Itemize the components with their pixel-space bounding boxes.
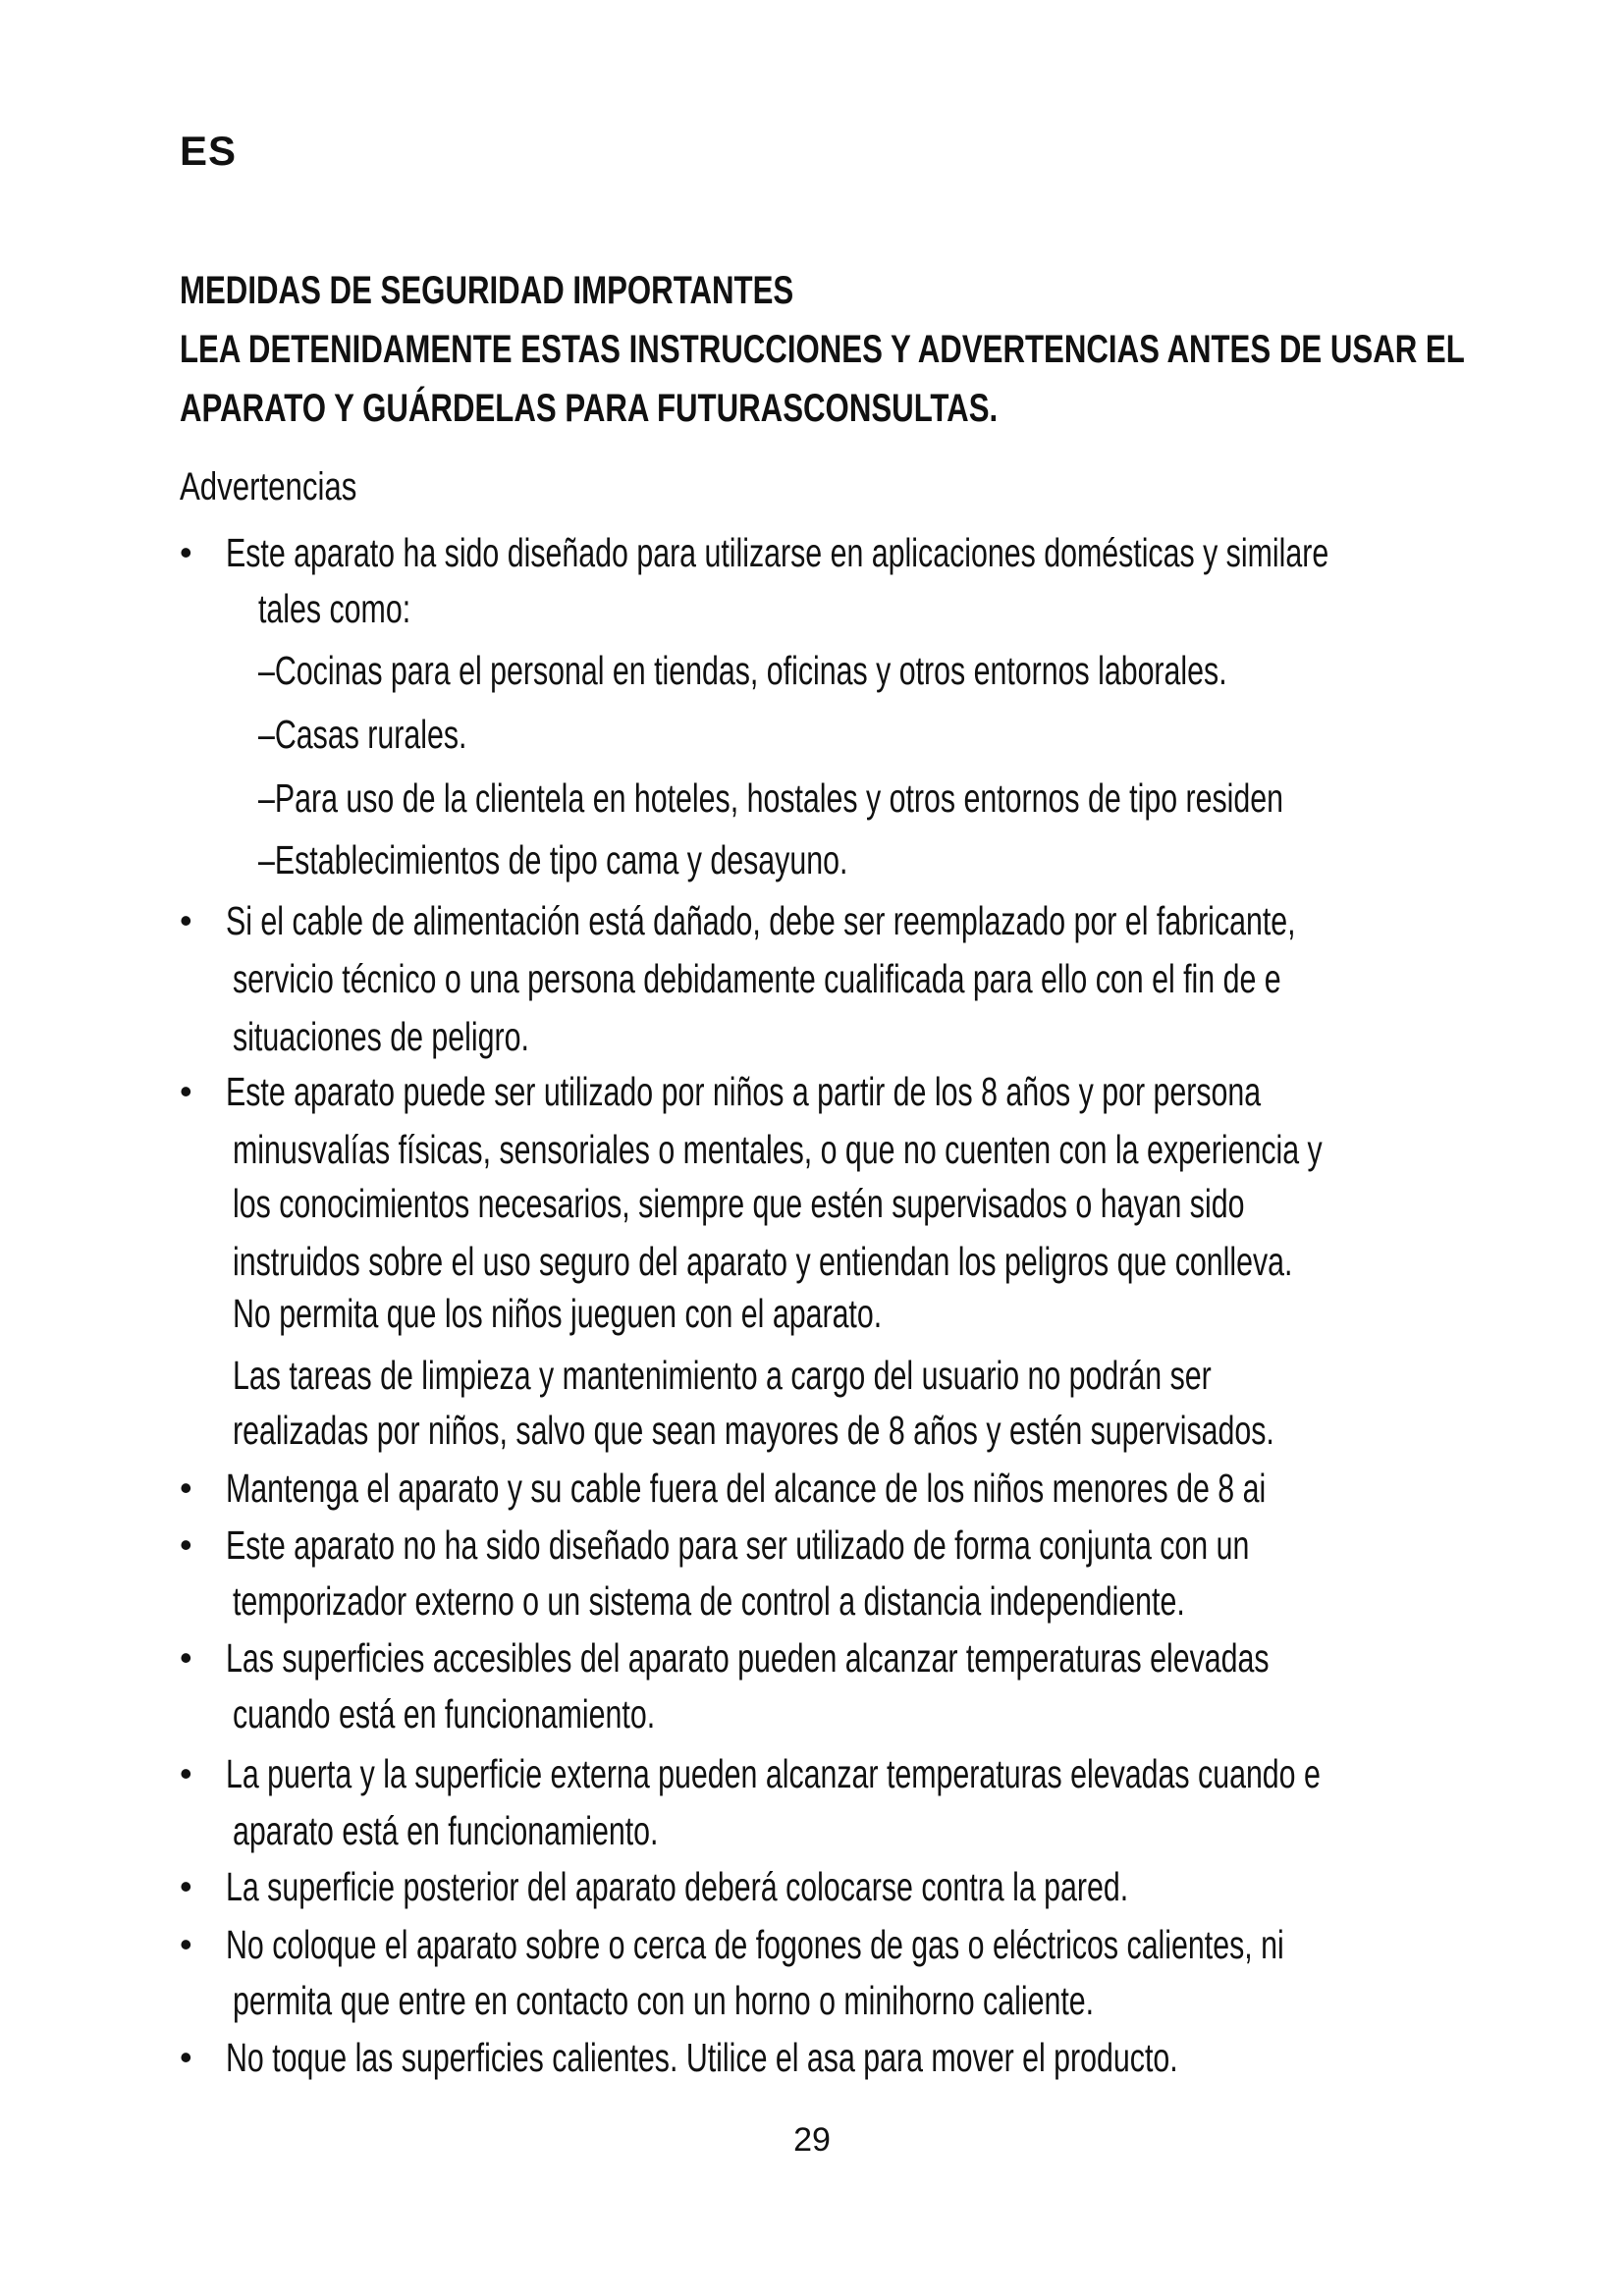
warning-3-line-2: minusvalías físicas, sensoriales o mentales, o que no cuenten con la experiencia y	[233, 1127, 1323, 1172]
warning-10-line-1: No toque las superficies calientes. Utilice el asa para mover el producto.	[226, 2035, 1178, 2080]
warning-3-line-5: No permita que los niños jueguen con el aparato.	[233, 1291, 883, 1336]
warning-9-line-2: permita que entre en contacto con un horno o minihorno caliente.	[233, 1978, 1095, 2023]
bullet-icon: •	[180, 1753, 192, 1793]
bullet-icon: •	[180, 532, 192, 572]
language-tag: ES	[180, 128, 238, 174]
warning-1-line-2: tales como:	[258, 586, 411, 631]
warning-4-line-1: Mantenga el aparato y su cable fuera del alcance de los niños menores de 8 ai	[226, 1466, 1267, 1511]
warning-6-line-2: cuando está en funcionamiento.	[233, 1691, 656, 1736]
warning-5-line-2: temporizador externo o un sistema de control a distancia independiente.	[233, 1578, 1185, 1624]
warning-9-line-1: No coloque el aparato sobre o cerca de fogones de gas o eléctricos calientes, ni	[226, 1922, 1284, 1967]
bullet-icon: •	[180, 1637, 192, 1678]
warning-3-line-6: Las tareas de limpieza y mantenimiento a cargo del usuario no podrán ser	[233, 1353, 1212, 1398]
header-line-2: LEA DETENIDAMENTE ESTAS INSTRUCCIONES Y ADVERTENCIAS ANTES DE USAR EL	[180, 328, 1465, 371]
warning-7-line-1: La puerta y la superficie externa pueden alcanzar temperaturas elevadas cuando e	[226, 1751, 1321, 1796]
bullet-icon: •	[180, 2037, 192, 2077]
page-number: 29	[793, 2121, 831, 2159]
warning-2-line-1: Si el cable de alimentación está dañado, debe ser reemplazado por el fabricante,	[226, 898, 1296, 943]
bullet-icon: •	[180, 1071, 192, 1111]
bullet-icon: •	[180, 1866, 192, 1906]
warning-2-line-3: situaciones de peligro.	[233, 1014, 529, 1059]
warning-3-line-4: instruidos sobre el uso seguro del aparato y entiendan los peligros que conlleva.	[233, 1239, 1293, 1284]
warning-1-sub-1: –Cocinas para el personal en tiendas, oficinas y otros entornos laborales.	[258, 648, 1227, 693]
warning-5-line-1: Este aparato no ha sido diseñado para ser utilizado de forma conjunta con un	[226, 1522, 1250, 1568]
warning-1-sub-2: –Casas rurales.	[258, 712, 467, 757]
warning-8-line-1: La superficie posterior del aparato deberá colocarse contra la pared.	[226, 1864, 1129, 1909]
warning-3-line-1: Este aparato puede ser utilizado por niños a partir de los 8 años y por persona	[226, 1069, 1262, 1114]
header-line-1: MEDIDAS DE SEGURIDAD IMPORTANTES	[180, 269, 794, 312]
bullet-icon: •	[180, 900, 192, 940]
warning-3-line-7: realizadas por niños, salvo que sean mayores de 8 años y estén supervisados.	[233, 1408, 1274, 1453]
section-title: Advertencias	[180, 465, 357, 508]
warning-1-sub-3: –Para uso de la clientela en hoteles, hostales y otros entornos de tipo residen	[258, 775, 1284, 821]
warning-2-line-2: servicio técnico o una persona debidamente cualificada para ello con el fin de e	[233, 956, 1281, 1001]
bullet-icon: •	[180, 1524, 192, 1565]
warning-6-line-1: Las superficies accesibles del aparato pueden alcanzar temperaturas elevadas	[226, 1635, 1270, 1681]
warning-1-sub-4: –Establecimientos de tipo cama y desayuno.	[258, 837, 848, 882]
bullet-icon: •	[180, 1924, 192, 1964]
warning-3-line-3: los conocimientos necesarios, siempre que estén supervisados o hayan sido	[233, 1181, 1245, 1226]
warning-1-line-1: Este aparato ha sido diseñado para utilizarse en aplicaciones domésticas y similare	[226, 530, 1329, 575]
warning-7-line-2: aparato está en funcionamiento.	[233, 1808, 659, 1853]
header-line-3: APARATO Y GUÁRDELAS PARA FUTURASCONSULTAS.	[180, 387, 999, 430]
bullet-icon: •	[180, 1468, 192, 1508]
